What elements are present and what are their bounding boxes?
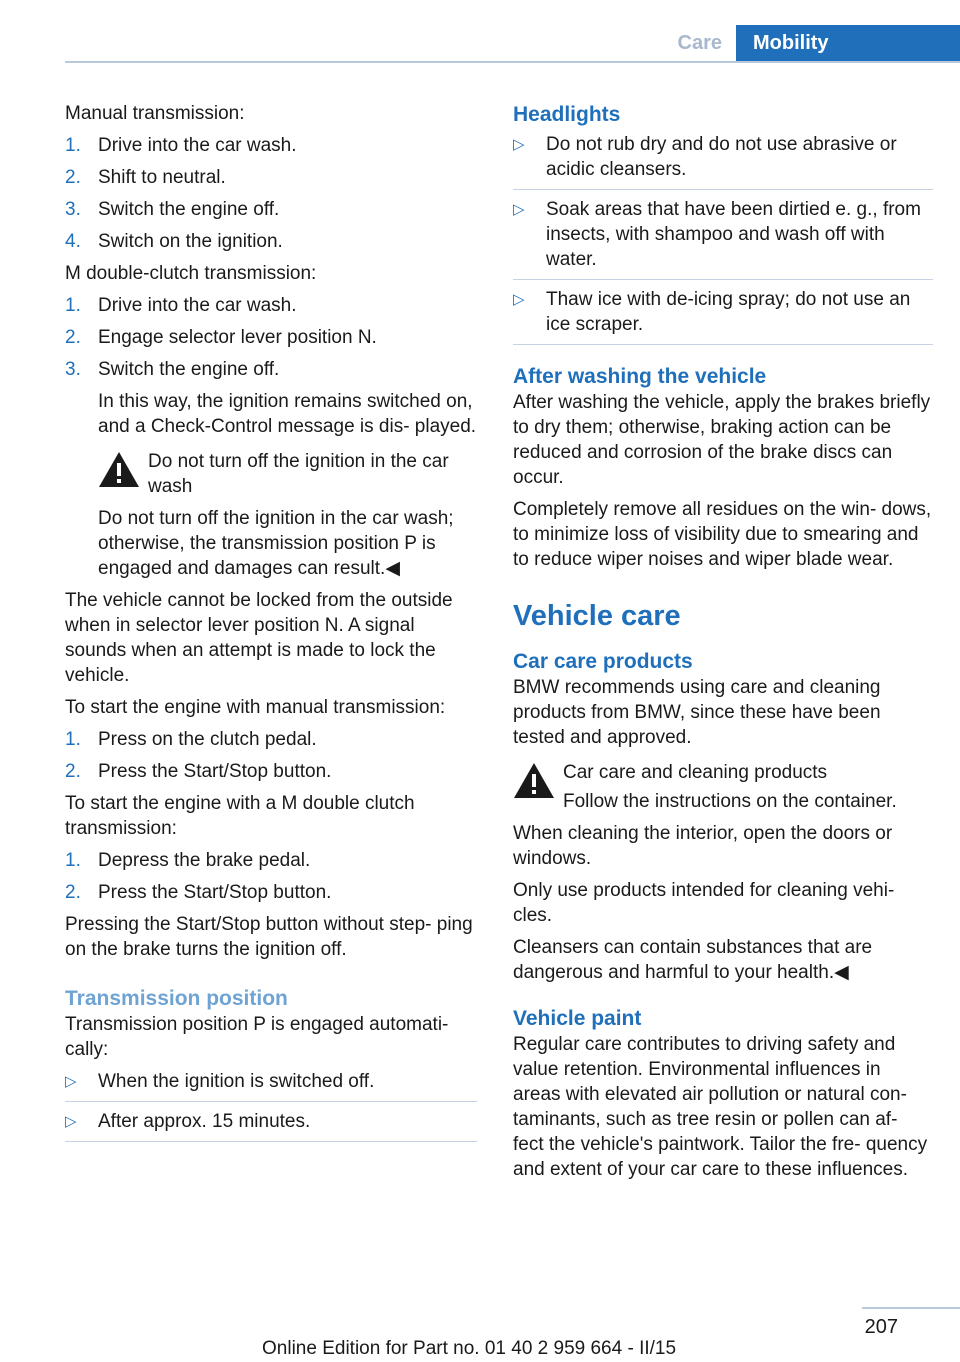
transmission-bullets [65, 1069, 477, 1142]
car-care-products-text: BMW recommends using care and cleaning products from BMW, since these have been tested and approved. [513, 677, 881, 748]
list-item: ▷ When the ignition is switched off. [65, 1069, 477, 1102]
start-stop-note: Pressing the Start/Stop button without step‐ ping on the brake turns the ignition off. [65, 914, 473, 960]
page-number: 207 [864, 1316, 898, 1338]
headlights-bullets [513, 132, 933, 345]
mdct-steps-list [65, 293, 477, 581]
list-item: 4. Switch on the ignition. [65, 231, 283, 252]
start-mdct-list [65, 848, 477, 905]
transmission-position-heading: Transmission position [65, 987, 288, 1010]
step-number: 4. [65, 231, 81, 252]
manual-steps-list [65, 133, 477, 254]
tab-care[interactable]: Care [677, 32, 722, 54]
step-number: 2. [65, 327, 81, 348]
step-note: In this way, the ignition remains switched on, and a Check-Control message is dis‐ played. [98, 391, 477, 437]
right-column [513, 101, 933, 1189]
list-item: 2. Shift to neutral. [65, 167, 226, 188]
step-number: 3. [65, 199, 81, 220]
list-item: 2. Engage selector lever position N. [65, 327, 377, 348]
step-number: 2. [65, 882, 81, 903]
triangle-bullet-icon: ▷ [65, 1073, 77, 1090]
headlights-heading: Headlights [513, 103, 621, 126]
list-item: 1. Drive into the car wash. [65, 295, 297, 316]
vehicle-care-heading: Vehicle care [513, 600, 681, 632]
step-number: 1. [65, 729, 81, 750]
interior-text: When cleaning the interior, open the doors or windows. [513, 823, 893, 869]
step-number: 1. [65, 295, 81, 316]
warning-triangle-icon [513, 762, 555, 799]
only-use-text: Only use products intended for cleaning vehi‐ cles. [513, 880, 895, 926]
triangle-bullet-icon: ▷ [65, 1113, 77, 1130]
left-column [65, 101, 477, 1149]
cleansers-text: Cleansers can contain substances that are dangerous and harmful to your health.◀ [513, 937, 873, 983]
after-washing-heading: After washing the vehicle [513, 365, 767, 388]
list-item: 3. Switch the engine off. In this way, the ignition remains switched on, and a Check-Control message is dis‐ played. Do not turn off the ignition in the car wash Do not turn off the ignition in the car wash; otherwise, the transmission position P is engaged and damages can result.◀ [65, 359, 477, 579]
step-number: 2. [65, 167, 81, 188]
edition-footer: Online Edition for Part no. 01 40 2 959 664 - II/15 [262, 1338, 677, 1359]
triangle-bullet-icon: ▷ [513, 136, 525, 153]
start-mdct-heading: To start the engine with a M double clutch transmission: [65, 793, 415, 839]
warning-box [513, 760, 933, 814]
warning-title: Car care and cleaning products [563, 762, 828, 783]
header-rule [65, 61, 960, 63]
transmission-position-text: Transmission position P is engaged automati‐ cally: [65, 1014, 449, 1060]
manual-transmission-heading: Manual transmission: [65, 103, 245, 124]
tab-mobility[interactable]: Mobility [736, 25, 960, 61]
triangle-bullet-icon: ▷ [513, 201, 525, 218]
after-washing-text-1: After washing the vehicle, apply the brakes briefly to dry them; otherwise, braking action can be reduced and corrosion of the brake discs can occur. [513, 392, 931, 488]
list-item: ▷ After approx. 15 minutes. [65, 1109, 477, 1142]
list-item: ▷ Thaw ice with de-icing spray; do not use an ice scraper. [513, 287, 933, 345]
warning-triangle-icon [98, 451, 140, 488]
lock-note: The vehicle cannot be locked from the outside when in selector lever position N. A signal sounds when an attempt is made to lock the vehicle. [65, 590, 453, 686]
list-item: 1. Press on the clutch pedal. [65, 729, 317, 750]
triangle-bullet-icon: ▷ [513, 291, 525, 308]
warning-box [98, 449, 477, 499]
vehicle-paint-text: Regular care contributes to driving safety and value retention. Environmental influences in areas with elevated air pollution or natural con‐ taminants, such as tree resin or pollen can af‐ fect the vehicle's paintwork. Tailor the fre‐ quency and extent of your car care to these influences. [513, 1034, 928, 1180]
after-washing-text-2: Completely remove all residues on the win‐ dows, to minimize loss of visibility due to smearing and to reduce wiper noises and wiper blade wear. [513, 499, 932, 570]
step-number: 3. [65, 359, 81, 380]
list-item: 1. Drive into the car wash. [65, 135, 297, 156]
step-number: 1. [65, 135, 81, 156]
footer-rule [862, 1307, 960, 1309]
warning-body: Follow the instructions on the container. [563, 791, 897, 812]
page-header [65, 25, 960, 63]
list-item: ▷ Soak areas that have been dirtied e. g., from insects, with shampoo and wash off with water. [513, 197, 933, 280]
car-care-products-heading: Car care products [513, 650, 693, 673]
list-item: 1. Depress the brake pedal. [65, 850, 311, 871]
list-item: ▷ Do not rub dry and do not use abrasive or acidic cleansers. [513, 132, 933, 190]
warning-body: Do not turn off the ignition in the car wash; otherwise, the transmission position P is engaged and damages can result.◀ [98, 508, 454, 579]
mdct-heading: M double-clutch transmission: [65, 263, 317, 284]
start-manual-list [65, 727, 477, 784]
vehicle-paint-heading: Vehicle paint [513, 1007, 642, 1030]
warning-title: Do not turn off the ignition in the car wash [148, 451, 449, 497]
start-manual-heading: To start the engine with manual transmission: [65, 697, 446, 718]
step-number: 1. [65, 850, 81, 871]
list-item: 2. Press the Start/Stop button. [65, 761, 332, 782]
list-item: 3. Switch the engine off. [65, 199, 280, 220]
list-item: 2. Press the Start/Stop button. [65, 882, 332, 903]
step-number: 2. [65, 761, 81, 782]
